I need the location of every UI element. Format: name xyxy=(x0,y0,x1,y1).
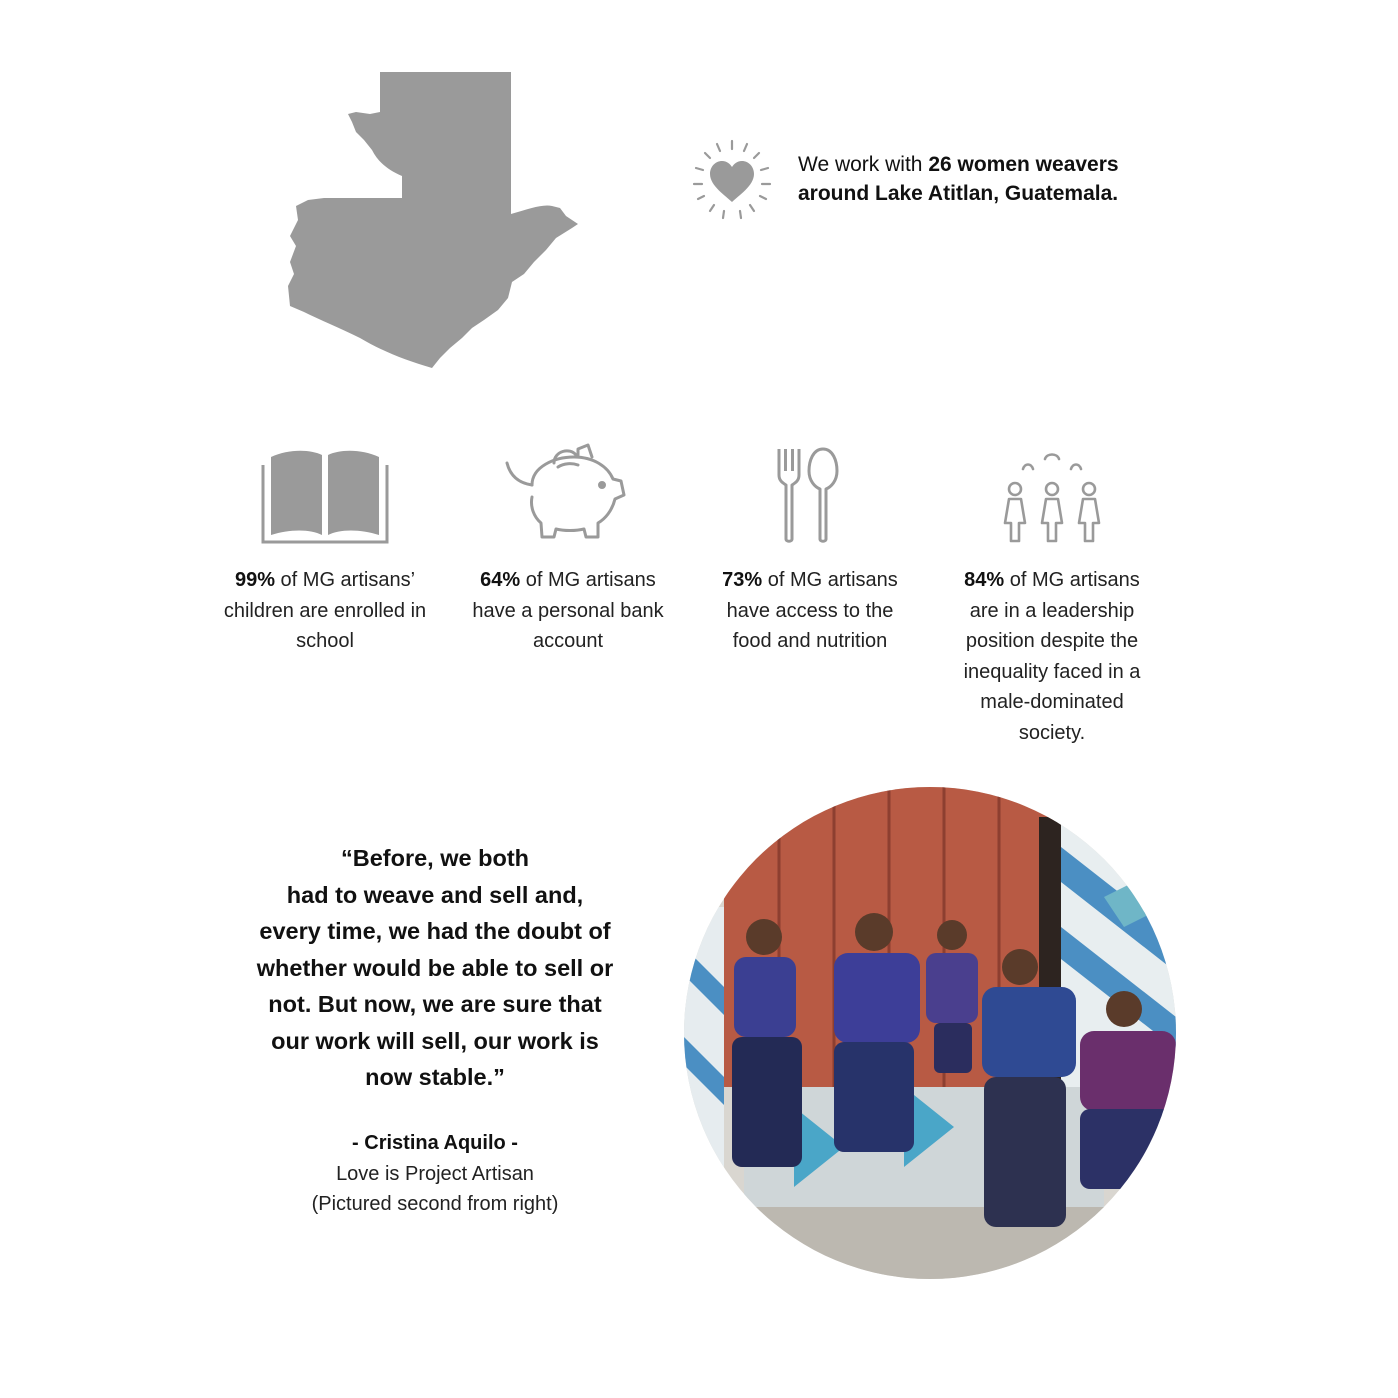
stat-nutrition-percent: 73% xyxy=(722,569,763,591)
stat-caption-line: inequality faced in a xyxy=(963,660,1141,683)
stat-caption-line: of MG artisans’ xyxy=(274,569,416,591)
quote-author: - Cristina Aquilo - xyxy=(352,1132,518,1154)
stat-caption-line: society. xyxy=(1018,721,1086,744)
quote-line: not. But now, we are sure that xyxy=(268,991,602,1017)
fork-spoon-icon xyxy=(775,445,845,545)
intro-block xyxy=(690,138,1210,218)
quote-attribution xyxy=(235,1128,635,1220)
open-book-icon xyxy=(258,447,392,545)
stat-nutrition xyxy=(695,430,925,657)
quote-line: now stable.” xyxy=(365,1064,505,1090)
stat-leadership-caption xyxy=(937,565,1167,748)
stat-banking xyxy=(453,430,683,657)
intro-text xyxy=(798,150,1119,208)
quote-organization: Love is Project Artisan xyxy=(336,1162,534,1185)
stat-caption-line: school xyxy=(296,630,354,652)
stat-caption-line: food and nutrition xyxy=(732,630,888,652)
stat-banking-percent: 64% xyxy=(480,569,521,591)
quote-line: had to weave and sell and, xyxy=(286,881,584,908)
stat-caption-line: have access to the xyxy=(726,599,894,622)
stat-caption-line: are in a leadership xyxy=(969,599,1135,622)
stats-row xyxy=(210,430,1180,760)
stat-leadership-percent: 84% xyxy=(964,569,1005,591)
quote-line: our work will sell, our work is xyxy=(271,1027,599,1054)
stat-education-percent: 99% xyxy=(234,569,275,591)
quote-line: “Before, we both xyxy=(340,845,529,871)
intro-location: around Lake Atitlan, Guatemala. xyxy=(798,182,1119,205)
quote-line: every time, we had the doubt of xyxy=(259,918,611,944)
stat-caption-line: have a personal bank xyxy=(472,599,664,622)
stat-caption-line: of MG artisans xyxy=(762,569,898,591)
stat-caption-line: of MG artisans xyxy=(1004,569,1140,591)
heart-radiating-icon xyxy=(690,138,774,222)
testimonial-quote xyxy=(220,840,650,1096)
piggy-bank-icon xyxy=(502,441,634,545)
stat-caption-line: of MG artisans xyxy=(520,569,656,591)
stat-nutrition-caption xyxy=(695,565,925,657)
stat-leadership xyxy=(937,430,1167,748)
women-group-icon xyxy=(999,449,1105,545)
quote-photo-note: (Pictured second from right) xyxy=(311,1193,559,1215)
stat-caption-line: children are enrolled in xyxy=(223,599,427,622)
stat-caption-line: position despite the xyxy=(965,630,1139,652)
guatemala-map xyxy=(284,66,584,371)
intro-weaver-count: 26 women weavers xyxy=(928,153,1119,176)
stat-banking-caption xyxy=(453,565,683,657)
quote-line: whether would be able to sell or xyxy=(256,954,614,981)
artisans-group-photo xyxy=(684,787,1176,1279)
stat-education-caption xyxy=(210,565,440,657)
stat-caption-line: account xyxy=(532,630,604,652)
stat-caption-line: male-dominated xyxy=(980,691,1124,713)
stat-education xyxy=(210,430,440,657)
intro-text-prefix: We work with xyxy=(798,153,929,176)
